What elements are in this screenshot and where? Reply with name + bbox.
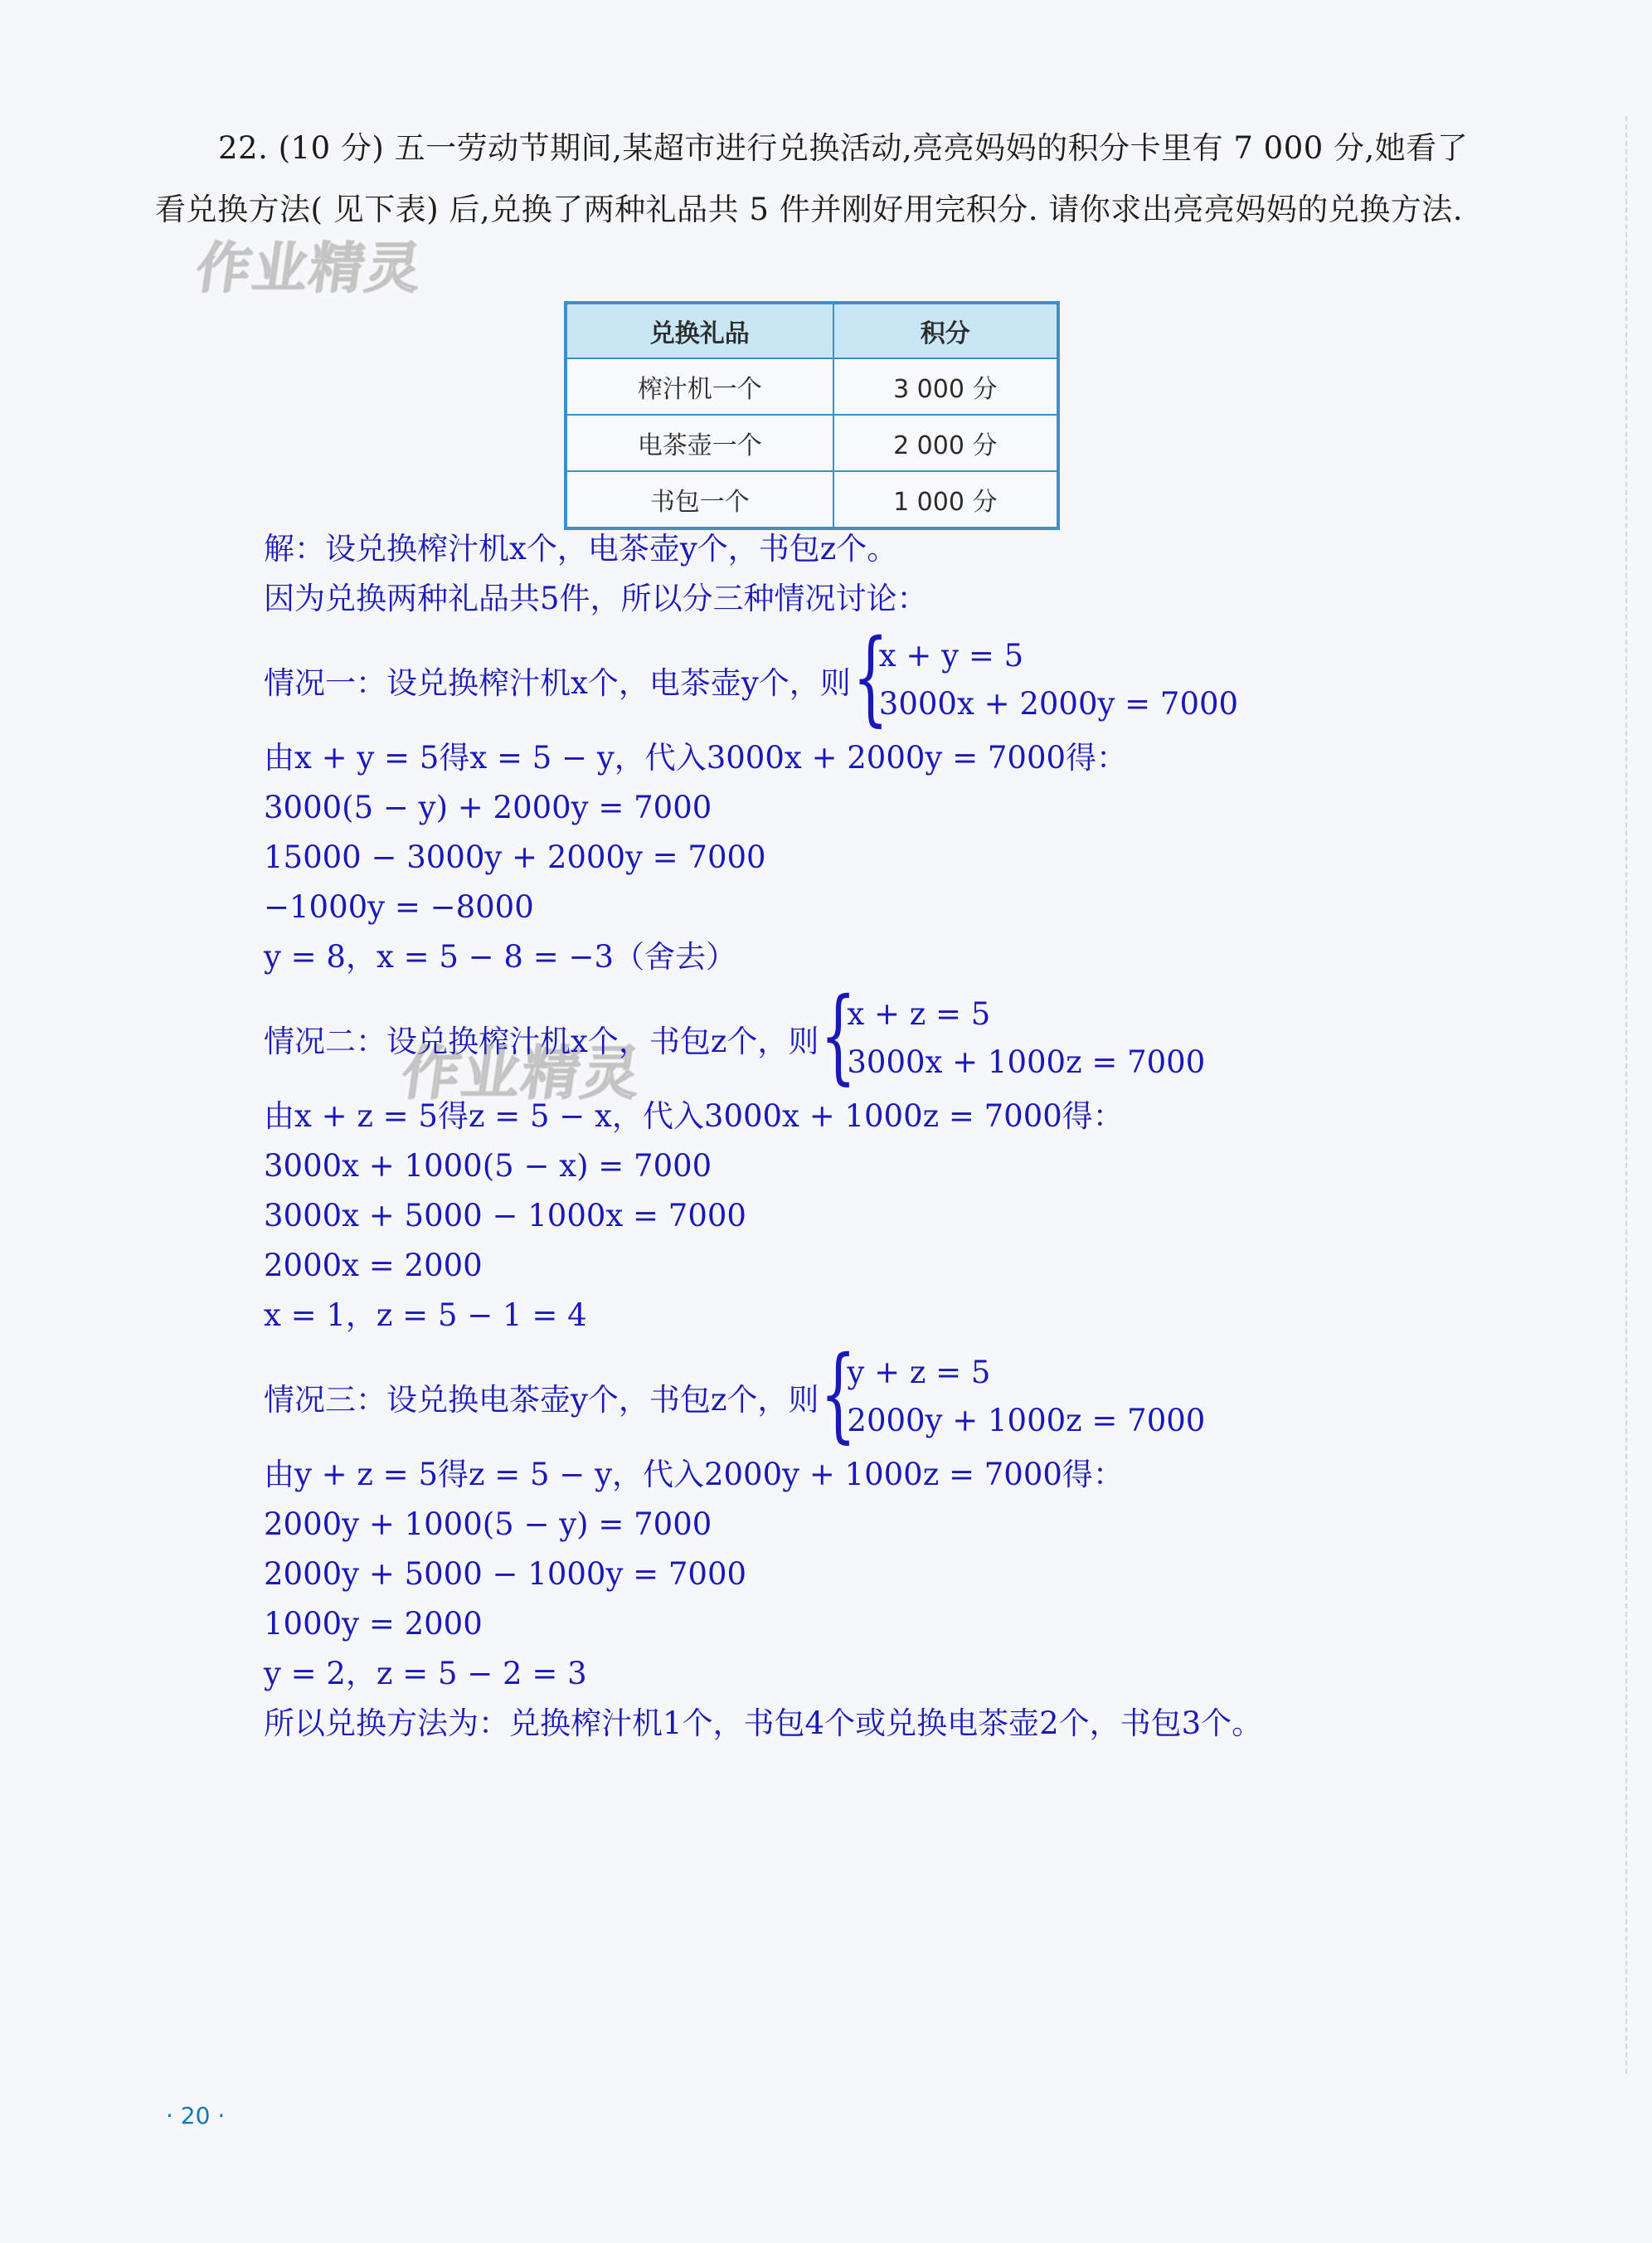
equation-system: [847, 1349, 1205, 1445]
equation: 3000x + 2000y = 7000: [878, 686, 1239, 722]
left-brace-icon: {: [820, 976, 857, 1096]
solution-step: 由x + y = 5得x = 5 − y，代入3000x + 2000y = 7000得：: [264, 740, 1128, 776]
table-row: [566, 415, 1058, 471]
solution-step: 2000y + 1000(5 − y) = 7000: [264, 1506, 712, 1542]
table-header-row: [566, 303, 1058, 358]
solution-reason: 因为兑换两种礼品共5件，所以分三种情况讨论：: [264, 581, 928, 616]
solution-step: x = 1，z = 5 − 1 = 4: [264, 1297, 587, 1333]
case-2-lead: 情况二：设兑换榨汁机x个，书包z个，则: [264, 1024, 819, 1059]
solution-step: 2000x = 2000: [264, 1248, 483, 1283]
solution-step: 由x + z = 5得z = 5 − x，代入3000x + 1000z = 7000得：: [264, 1098, 1124, 1134]
header-gift: 兑换礼品: [566, 303, 833, 358]
equation-system: [879, 632, 1238, 728]
equation: x + y = 5: [878, 638, 1024, 674]
equation-system: [847, 990, 1205, 1087]
case-3-system: [264, 1335, 1508, 1454]
left-brace-icon: {: [852, 618, 889, 737]
equation: 2000y + 1000z = 7000: [847, 1403, 1206, 1438]
cell-gift: 榨汁机一个: [566, 358, 833, 415]
cell-points: 2 000 分: [833, 415, 1058, 471]
solution-step: y = 2，z = 5 − 2 = 3: [264, 1656, 587, 1691]
case-3-lead: 情况三：设兑换电茶壶y个，书包z个，则: [264, 1382, 819, 1418]
cell-points: 3 000 分: [833, 358, 1058, 415]
solution-step: 由y + z = 5得z = 5 − y，代入2000y + 1000z = 7000得：: [264, 1457, 1124, 1492]
page-number: · 20 ·: [166, 2102, 226, 2129]
watermark: 作业精灵: [192, 236, 427, 300]
solution-intro: 解：设兑换榨汁机x个，电茶壶y个，书包z个。: [264, 531, 898, 567]
page-edge-divider: [1625, 116, 1627, 2074]
solution-step: 3000(5 − y) + 2000y = 7000: [264, 790, 712, 825]
cell-points: 1 000 分: [833, 471, 1058, 528]
solution-conclusion: 所以兑换方法为：兑换榨汁机1个，书包4个或兑换电茶壶2个，书包3个。: [264, 1705, 1263, 1741]
watermark: 作业精灵: [397, 1039, 646, 1107]
solution-step: 15000 − 3000y + 2000y = 7000: [264, 839, 766, 875]
case-1-system: [264, 618, 1508, 737]
cell-gift: 电茶壶一个: [566, 415, 833, 471]
solution-step: 3000x + 5000 − 1000x = 7000: [264, 1198, 746, 1233]
cell-gift: 书包一个: [566, 471, 833, 528]
table-row: [566, 358, 1058, 415]
solution-step: 1000y = 2000: [264, 1606, 483, 1642]
handwritten-solution: [264, 524, 1508, 1749]
equation: y + z = 5: [847, 1355, 991, 1390]
exchange-table: [564, 301, 1060, 530]
left-brace-icon: {: [820, 1335, 857, 1454]
solution-step: 2000y + 5000 − 1000y = 7000: [264, 1556, 747, 1592]
case-2-system: [264, 976, 1508, 1096]
problem-statement: 22. (10 分) 五一劳动节期间,某超市进行兑换活动,亮亮妈妈的积分卡里有 7 000 分,她看了看兑换方法( 见下表) 后,兑换了两种礼品共 5 件并刚好用完积分. 请你求出亮亮妈妈的兑换方法.: [155, 130, 1469, 227]
solution-step: 3000x + 1000(5 − x) = 7000: [264, 1148, 712, 1184]
table-row: [566, 471, 1058, 528]
solution-step: y = 8，x = 5 − 8 = −3（舍去）: [264, 939, 737, 975]
case-1-lead: 情况一：设兑换榨汁机x个，电茶壶y个，则: [264, 665, 851, 701]
equation: x + z = 5: [847, 996, 991, 1032]
equation: 3000x + 1000z = 7000: [847, 1044, 1206, 1080]
solution-step: −1000y = −8000: [264, 889, 534, 925]
header-points: 积分: [833, 303, 1058, 358]
